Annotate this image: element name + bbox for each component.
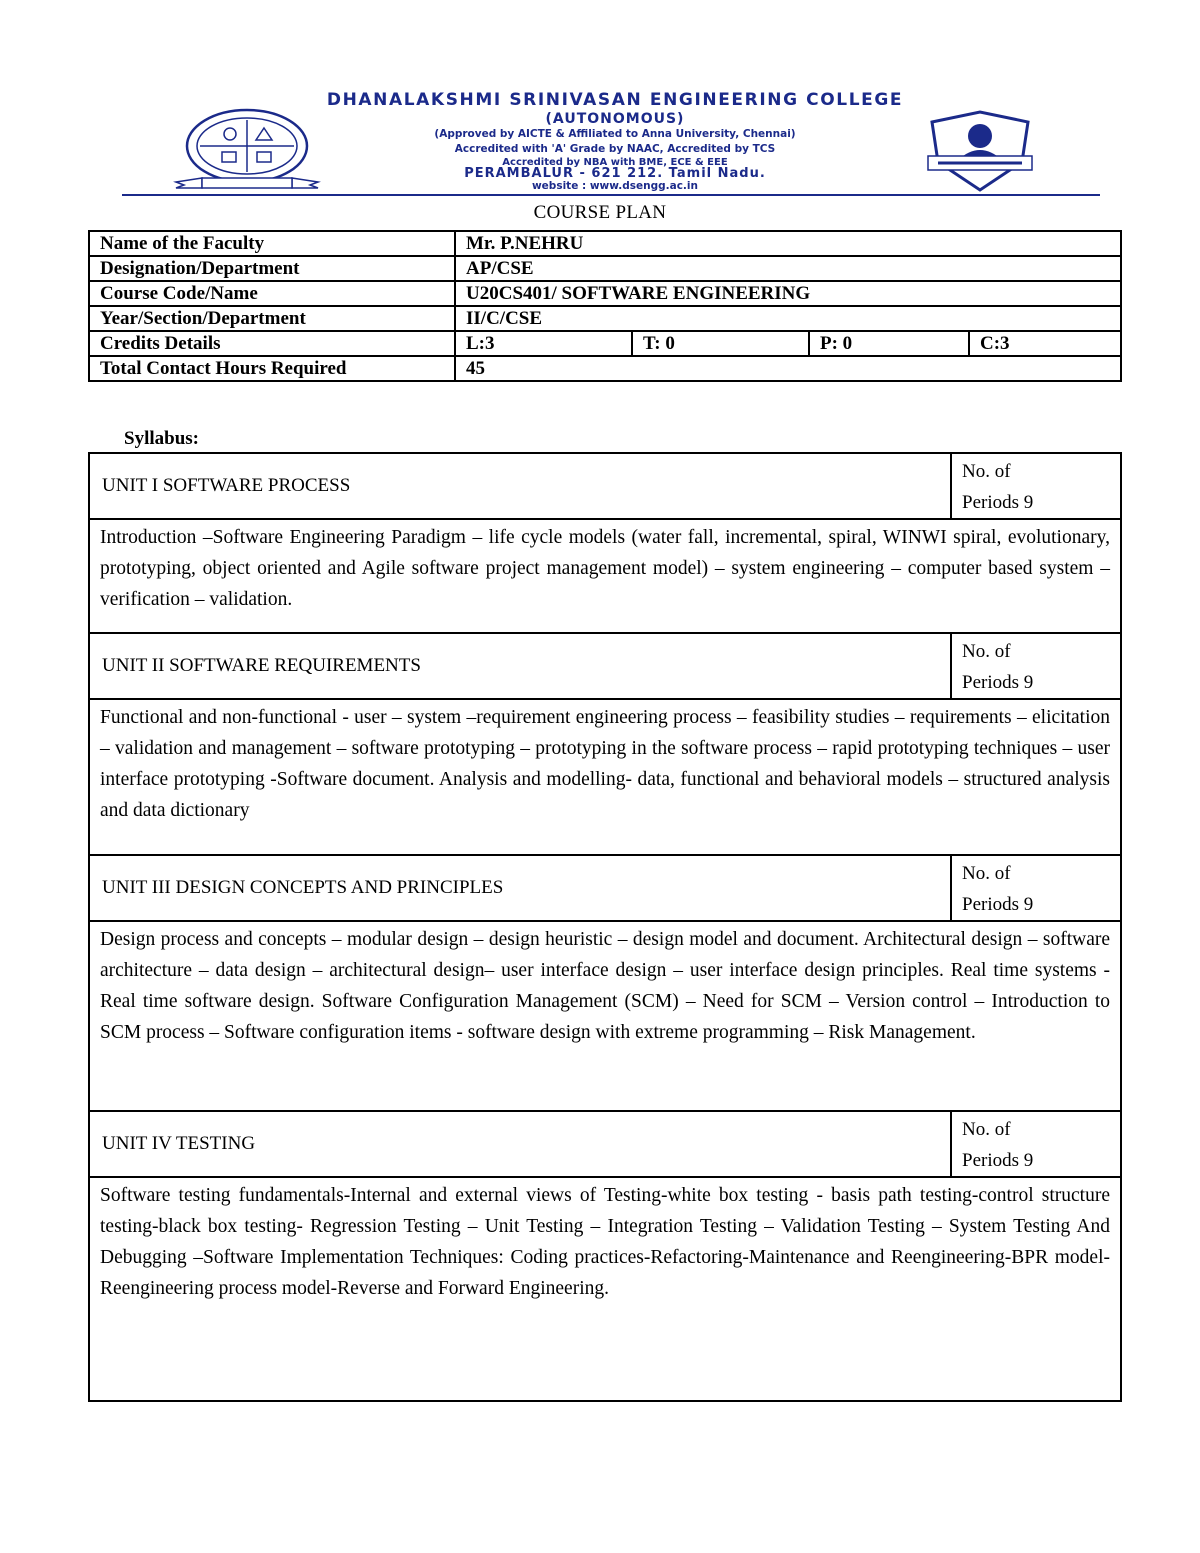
- founder-emblem-icon: [918, 110, 1042, 192]
- periods-value: Periods 9: [962, 672, 1034, 693]
- unit-periods: [951, 633, 1121, 699]
- unit-description: Design process and concepts – modular design – design heuristic – design model and document. Architectural design – software architecture – data design – architectural design– user interface design – user interface design principles. Real time systems - Real time software design. Software Configuration Management (SCM) – Need for SCM – Version control – Introduction to SCM process – Software configuration items - software design with extreme programming – Risk Management.: [89, 921, 1121, 1111]
- college-name: DHANALAKSHMI SRINIVASAN ENGINEERING COLLEGE: [326, 90, 904, 110]
- credits-tutorial: T: 0: [632, 331, 809, 356]
- table-row: [89, 356, 1121, 381]
- designation-label: Designation/Department: [89, 256, 455, 281]
- hours-label: Total Contact Hours Required: [89, 356, 455, 381]
- college-status: (AUTONOMOUS): [545, 111, 685, 127]
- hours-value: 45: [455, 356, 1121, 381]
- periods-label: No. of: [962, 461, 1011, 482]
- year-label: Year/Section/Department: [89, 306, 455, 331]
- unit-title: UNIT IV TESTING: [89, 1111, 951, 1177]
- unit-description-row: [89, 921, 1121, 1111]
- unit-title: UNIT I SOFTWARE PROCESS: [89, 453, 951, 519]
- credits-practical: P: 0: [809, 331, 969, 356]
- faculty-value: Mr. P.NEHRU: [455, 231, 1121, 256]
- table-row: [89, 256, 1121, 281]
- table-row: [89, 281, 1121, 306]
- course-label: Course Code/Name: [89, 281, 455, 306]
- unit-periods: [951, 1111, 1121, 1177]
- unit-description-row: [89, 519, 1121, 633]
- table-row: [89, 331, 1121, 356]
- college-location: PERAMBALUR - 621 212. Tamil Nadu.: [464, 166, 766, 181]
- periods-label: No. of: [962, 863, 1011, 884]
- college-seal-icon: [172, 108, 322, 192]
- credits-total: C:3: [969, 331, 1121, 356]
- syllabus-table: [88, 452, 1122, 1402]
- credits-lecture: L:3: [455, 331, 632, 356]
- letterhead: [0, 0, 1200, 200]
- unit-description: Software testing fundamentals-Internal and external views of Testing-white box testing - basis path testing-control structure testing-black box testing- Regression Testing – Unit Testing – Integration Testing – Validation Testing – System Testing And Debugging –Software Implementation Techniques: Coding practices-Refactoring-Maintenance and Reengineering-BPR model-Reengineering process model-Reverse and Forward Engineering.: [89, 1177, 1121, 1401]
- periods-value: Periods 9: [962, 894, 1034, 915]
- periods-label: No. of: [962, 641, 1011, 662]
- unit-header-row: [89, 633, 1121, 699]
- periods-value: Periods 9: [962, 1150, 1034, 1171]
- nba-line: Accredited by NBA with BME, ECE & EEE: [502, 157, 728, 168]
- year-value: II/C/CSE: [455, 306, 1121, 331]
- unit-description-row: [89, 1177, 1121, 1401]
- course-info-table: [88, 230, 1122, 382]
- periods-value: Periods 9: [962, 492, 1034, 513]
- periods-label: No. of: [962, 1119, 1011, 1140]
- unit-title: UNIT III DESIGN CONCEPTS AND PRINCIPLES: [89, 855, 951, 921]
- unit-header-row: [89, 453, 1121, 519]
- unit-header-row: [89, 1111, 1121, 1177]
- college-website: website : www.dsengg.ac.in: [531, 180, 698, 192]
- accreditation-line: Accredited with 'A' Grade by NAAC, Accredited by TCS: [454, 143, 776, 155]
- page-title: COURSE PLAN: [533, 202, 667, 223]
- table-row: [89, 306, 1121, 331]
- unit-description: Introduction –Software Engineering Paradigm – life cycle models (water fall, incremental, spiral, WINWI spiral, evolutionary, prototyping, object oriented and Agile software project management model) – system engineering – computer based system – verification – validation.: [89, 519, 1121, 633]
- unit-description: Functional and non-functional - user – system –requirement engineering process – feasibility studies – requirements – elicitation – validation and management – software prototyping – prototyping in the software process – rapid prototyping techniques – user interface prototyping -Software document. Analysis and modelling- data, functional and behavioral models – structured analysis and data dictionary: [89, 699, 1121, 855]
- credits-label: Credits Details: [89, 331, 455, 356]
- table-row: [89, 231, 1121, 256]
- approval-line: (Approved by AICTE & Affiliated to Anna University, Chennai): [434, 128, 796, 140]
- unit-periods: [951, 453, 1121, 519]
- unit-header-row: [89, 855, 1121, 921]
- unit-description-row: [89, 699, 1121, 855]
- faculty-label: Name of the Faculty: [89, 231, 455, 256]
- header-rule: [122, 194, 1100, 196]
- designation-value: AP/CSE: [455, 256, 1121, 281]
- unit-periods: [951, 855, 1121, 921]
- syllabus-heading: Syllabus:: [124, 428, 199, 449]
- course-value: U20CS401/ SOFTWARE ENGINEERING: [455, 281, 1121, 306]
- unit-title: UNIT II SOFTWARE REQUIREMENTS: [89, 633, 951, 699]
